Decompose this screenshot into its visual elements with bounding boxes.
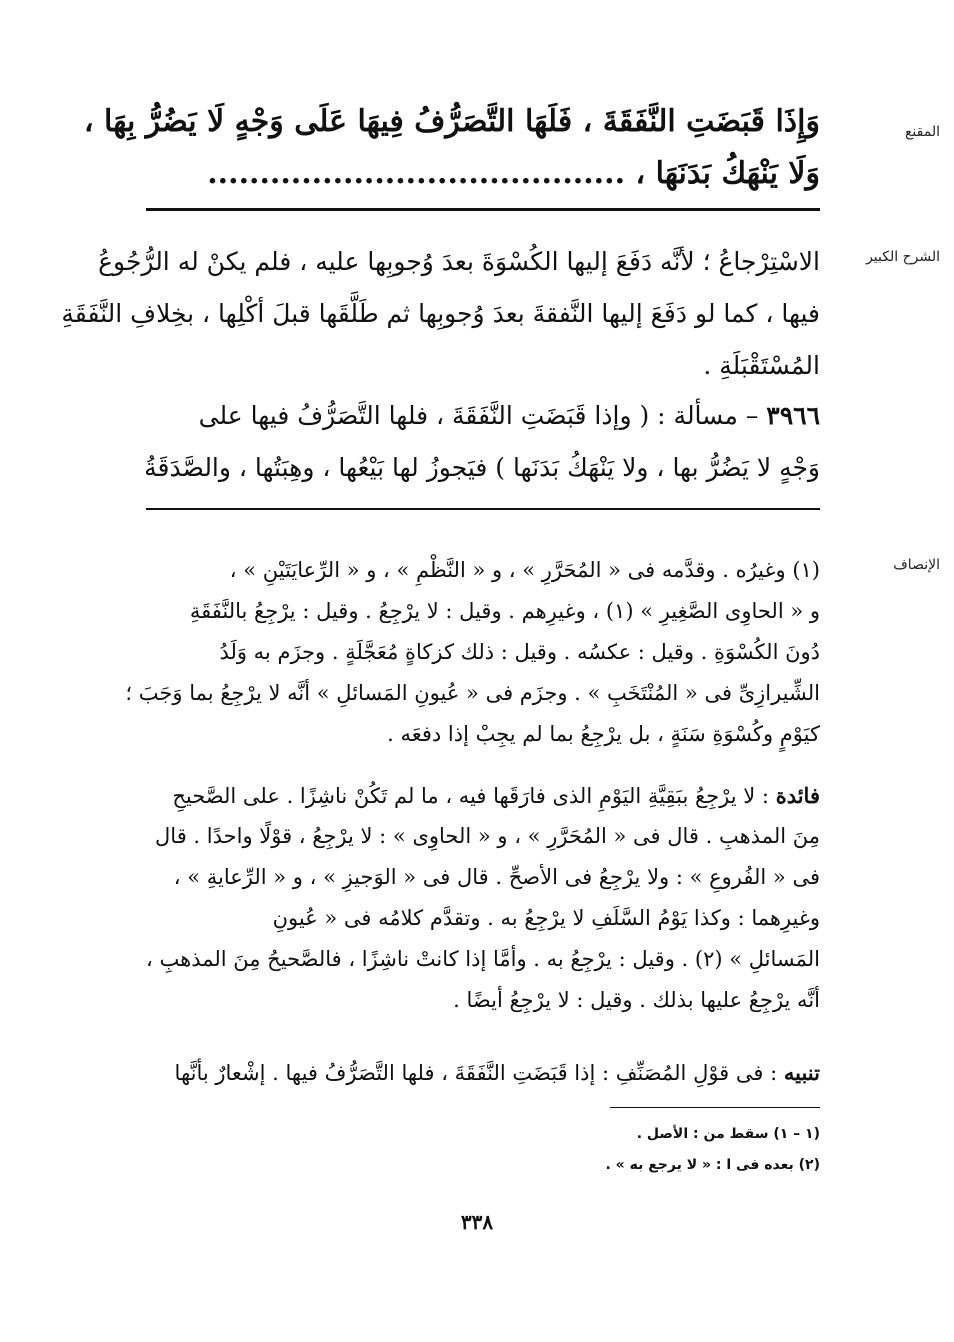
label-muqni: المقنع — [904, 124, 940, 140]
faida-label: فائدة — [775, 783, 820, 808]
masala-line1-text: – مسألة : ( وإذا قَبَضَتِ النَّفَقَةَ ، فلها التَّصَرُّفُ فيها على — [198, 401, 759, 430]
footnote-1: (١ – ١) سقط من : الأصل . — [636, 1126, 820, 1142]
faida-line: فى « الفُروعِ » : ولا يرْجِعُ فى الأصحِّ . قال فى « الوَجيزِ » ، و « الرِّعايةِ » ، — [173, 865, 820, 889]
faida-line1-text: : لا يرْجِعُ ببَقِيَّةِ اليَوْمِ الذى فارَقَها فيه ، ما لم تَكُنْ ناشِزًا . على الصَّحيحِ — [172, 784, 769, 808]
insaf-text — [125, 550, 820, 755]
masala-line: وَجْهٍ لا يَضُرُّ بها ، ولا يَنْهَكُ بَدَنَها ) فيَجوزُ لها بَيْعُها ، وهِبَتُها ، والصَّدَقَةُ — [144, 453, 820, 482]
faida-text — [138, 775, 820, 1021]
tanbih-text — [138, 1052, 820, 1093]
sharh-line: المُسْتَقْبَلَةِ . — [703, 351, 820, 380]
divider-thick — [146, 208, 820, 211]
masala-number: ٣٩٦٦ — [766, 401, 820, 430]
insaf-line: (١) وغيرُه . وقدَّمه فى « المُحَرَّرِ » ، و « النَّظْمِ » ، و « الرِّعايَتَيْنِ » ، — [229, 558, 820, 582]
sharh-line: الاسْتِرْجاعُ ؛ لأنَّه دَفَعَ إليها الكُسْوَةَ بعدَ وُجوبِها عليه ، فلم يكنْ له الرُّجُوعُ — [98, 247, 820, 276]
insaf-line: الشِّيرازِىِّ فى « المُنْتَخَبِ » . وجزَم فى « عُيونِ المَسائلِ » أنَّه لا يرْجِعُ بما وَجَبَ ؛ — [125, 681, 820, 705]
masala-text — [138, 390, 820, 494]
divider-thin — [146, 508, 820, 510]
faida-line — [138, 775, 820, 816]
insaf-line: دُونَ الكُسْوَةِ . وقيل : عكسُه . وقيل : ذلك كزكاةٍ مُعَجَّلَةٍ . وجزَم به وَلَدُ — [219, 640, 820, 664]
tanbih-label: تنبيه — [783, 1060, 820, 1085]
footnote-2: (٢) بعده فى ا : « لا يرجع به » . — [605, 1157, 820, 1173]
tanbih-line — [138, 1052, 820, 1093]
faida-line: المَسائلِ » (٢) . وقيل : يرْجِعُ به . وأمَّا إذا كانتْ ناشِزًا ، فالصَّحيحُ مِنَ المذهبِ ، — [146, 947, 820, 971]
insaf-line: كيَوْمٍ وكُسْوَةِ سَنَةٍ ، بل يرْجِعُ بما لم يجِبْ إذا دفعَه . — [387, 722, 820, 746]
tanbih-body: : فى قوْلِ المُصَنِّفِ : إذا قَبَضَتِ النَّفَقَةَ ، فلها التَّصَرُّفُ فيها . إشْعارٌ بأنَّها — [174, 1061, 778, 1085]
page-number: ٣٣٨ — [460, 1210, 494, 1234]
muqni-line: وَلَا يَنْهَكُ بَدَنَهَا ، ........................................ — [207, 156, 820, 191]
muqni-text — [83, 96, 820, 200]
faida-line: مِنَ المذهبِ . قال فى « المُحَرَّرِ » ، و « الحاوِى » : لا يرْجِعُ ، قوْلًا واحدًا . قال — [155, 824, 820, 848]
label-sharh: الشرح الكبير — [866, 249, 940, 265]
footnote-separator — [610, 1107, 820, 1108]
sharh-line: فيها ، كما لو دَفَعَ إليها النَّفقةَ بعدَ وُجوبِها ثم طَلَّقَها قبلَ أكْلِها ، بخِلافِ النَّفَقَةِ — [61, 299, 820, 328]
faida-line: أنَّه يرْجِعُ عليها بذلك . وقيل : لا يرْجِعُ أيضًا . — [453, 988, 820, 1012]
faida-line: وغيرِهما : وكذا يَوْمُ السَّلَفِ لا يرْجِعُ به . وتقدَّم كلامُه فى « عُيونِ — [272, 906, 820, 930]
masala-line — [138, 390, 820, 442]
label-insaf: الإنصاف — [893, 557, 940, 573]
sharh-text — [61, 236, 820, 392]
muqni-line: وَإِذَا قَبَضَتِ النَّفَقَةَ ، فَلَهَا التَّصَرُّفُ فِيهَا عَلَى وَجْهٍ لَا يَضُرُّ بِهَا ، — [83, 104, 820, 139]
insaf-line: و « الحاوِى الصَّغِيرِ » (١) ، وغيرِهم . وقيل : لا يرْجِعُ . وقيل : يرْجِعُ بالنَّفَقَةِ — [189, 599, 820, 623]
